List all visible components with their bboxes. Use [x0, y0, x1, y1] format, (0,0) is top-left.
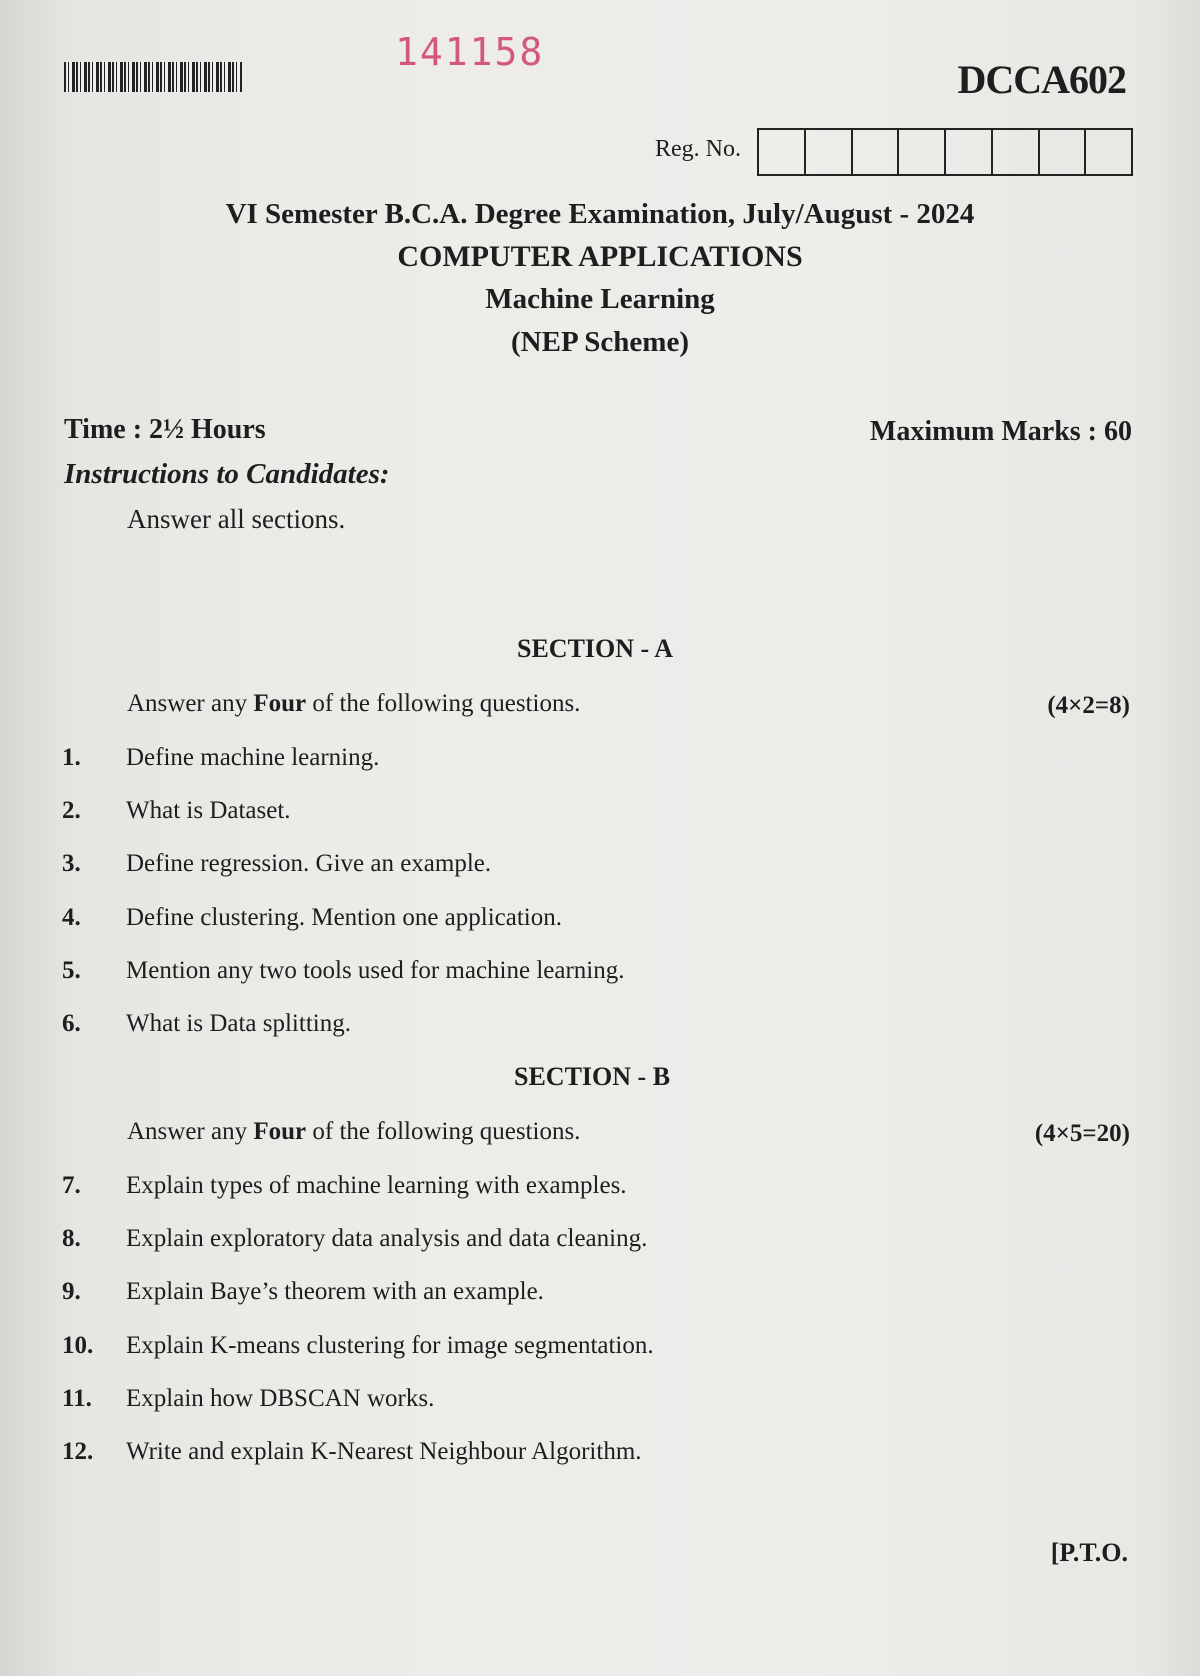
subject-group: COMPUTER APPLICATIONS [397, 240, 803, 273]
scheme: (NEP Scheme) [511, 326, 689, 358]
question: 12. Write and explain K-Nearest Neighbour Algorithm. [62, 1438, 642, 1465]
question: 1. Define machine learning. [62, 744, 380, 771]
question: 9. Explain Baye’s theorem with an example. [62, 1278, 544, 1305]
reg-number-box [853, 130, 900, 174]
reg-number-box [899, 130, 946, 174]
maximum-marks: Maximum Marks : 60 [869, 416, 1132, 447]
barcode [64, 62, 242, 92]
question: 8. Explain exploratory data analysis and data cleaning. [62, 1225, 648, 1252]
please-turn-over: [P.T.O. [1050, 1538, 1128, 1567]
question: 4. Define clustering. Mention one application. [62, 904, 562, 931]
question: 6. What is Data splitting. [62, 1010, 351, 1037]
instructions-text: Answer all sections. [127, 504, 346, 534]
section-a-note: Answer any Four of the following questions. [127, 690, 581, 717]
section-b-marks: (4×5=20) [1034, 1120, 1130, 1147]
question: 5. Mention any two tools used for machine learning. [62, 957, 625, 984]
section-b-heading: SECTION - B [514, 1062, 671, 1091]
question: 3. Define regression. Give an example. [62, 850, 492, 877]
serial-number-stamp: 141158 [395, 30, 545, 74]
question: 2. What is Dataset. [62, 797, 291, 824]
section-a-heading: SECTION - A [517, 634, 674, 663]
reg-number-boxes [757, 128, 1133, 176]
reg-number-label: Reg. No. [655, 136, 741, 162]
reg-number-box [993, 130, 1040, 174]
instructions-heading: Instructions to Candidates: [64, 458, 390, 490]
section-a-marks: (4×2=8) [1047, 692, 1130, 719]
question: 11. Explain how DBSCAN works. [62, 1385, 435, 1412]
subject-name: Machine Learning [485, 283, 715, 315]
question: 10. Explain K-means clustering for image segmentation. [62, 1332, 654, 1359]
section-b-note: Answer any Four of the following questions. [127, 1118, 581, 1145]
reg-number-box [946, 130, 993, 174]
question: 7. Explain types of machine learning with examples. [62, 1172, 627, 1199]
exam-title: VI Semester B.C.A. Degree Examination, July/August - 2024 [225, 198, 975, 230]
reg-number-box [759, 130, 806, 174]
time-allowed: Time : 2½ Hours [64, 414, 266, 445]
reg-number-box [806, 130, 853, 174]
reg-number-box [1040, 130, 1087, 174]
reg-number-box [1086, 130, 1131, 174]
paper-code: DCCA602 [957, 57, 1126, 102]
